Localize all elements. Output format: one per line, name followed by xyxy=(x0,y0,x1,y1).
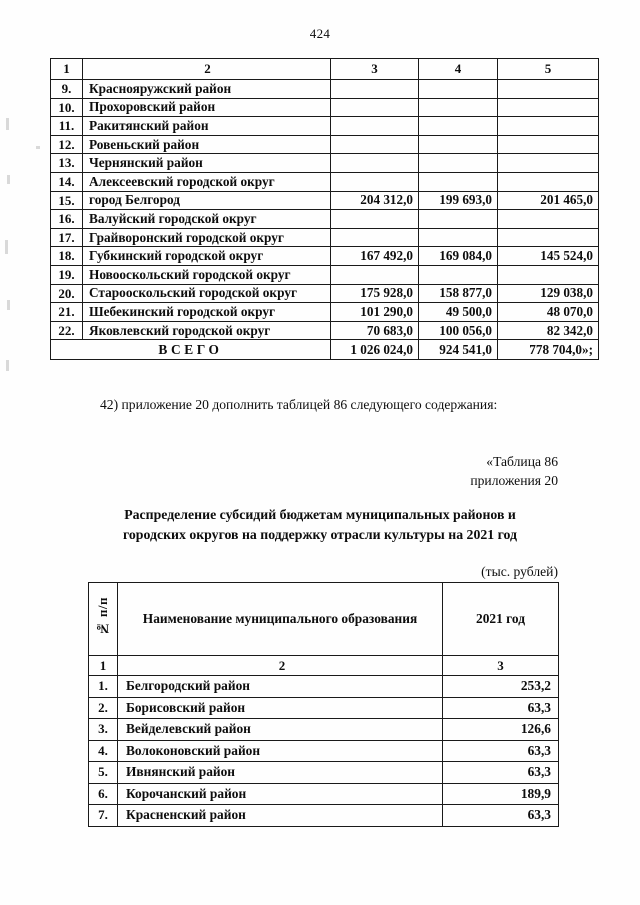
value-col3 xyxy=(331,228,419,247)
municipality-name: Красненский район xyxy=(118,805,443,827)
table-row xyxy=(51,210,599,229)
row-index: 12. xyxy=(51,135,83,154)
row-index: 17. xyxy=(51,228,83,247)
table-row xyxy=(51,172,599,191)
amount-2021: 63,3 xyxy=(443,740,559,762)
municipality-name: Яковлевский городской округ xyxy=(83,321,331,340)
column-number-2: 2 xyxy=(118,656,443,676)
value-col5 xyxy=(498,80,599,99)
table-row xyxy=(89,783,559,805)
row-index: 16. xyxy=(51,210,83,229)
value-col4: 100 056,0 xyxy=(419,321,498,340)
row-index: 13. xyxy=(51,154,83,173)
value-col3: 175 928,0 xyxy=(331,284,419,303)
table-row xyxy=(51,135,599,154)
row-index: 4. xyxy=(89,740,118,762)
total-value-col4: 924 541,0 xyxy=(419,340,498,360)
value-col5 xyxy=(498,210,599,229)
table-row xyxy=(89,740,559,762)
value-col5: 129 038,0 xyxy=(498,284,599,303)
table-reference xyxy=(300,452,558,491)
value-col4 xyxy=(419,98,498,117)
table-reference-line-1: «Таблица 86 xyxy=(486,454,558,469)
municipality-name: Ивнянский район xyxy=(118,762,443,784)
culture-subsidy-table xyxy=(88,582,559,827)
row-index: 19. xyxy=(51,265,83,284)
column-number-1: 1 xyxy=(51,59,83,80)
municipality-name: Ракитянский район xyxy=(83,117,331,136)
row-index: 1. xyxy=(89,676,118,698)
row-index: 21. xyxy=(51,303,83,322)
amount-2021: 189,9 xyxy=(443,783,559,805)
value-col3 xyxy=(331,210,419,229)
table-row xyxy=(51,228,599,247)
table-row xyxy=(51,191,599,210)
amount-2021: 63,3 xyxy=(443,805,559,827)
page-number: 424 xyxy=(309,26,331,41)
value-col3 xyxy=(331,117,419,136)
value-col5 xyxy=(498,265,599,284)
value-col5 xyxy=(498,135,599,154)
value-col3: 204 312,0 xyxy=(331,191,419,210)
table-row xyxy=(51,154,599,173)
value-col3: 167 492,0 xyxy=(331,247,419,266)
row-index: 18. xyxy=(51,247,83,266)
value-col5 xyxy=(498,98,599,117)
amount-2021: 63,3 xyxy=(443,697,559,719)
municipality-name: Старооскольский городской округ xyxy=(83,284,331,303)
value-col5 xyxy=(498,117,599,136)
units-note: (тыс. рублей) xyxy=(481,564,558,579)
table-row xyxy=(51,284,599,303)
value-col4: 169 084,0 xyxy=(419,247,498,266)
column-number-5: 5 xyxy=(498,59,599,80)
value-col4 xyxy=(419,117,498,136)
table-reference-line-2: приложения 20 xyxy=(470,473,558,489)
value-col4: 49 500,0 xyxy=(419,303,498,322)
value-col3: 70 683,0 xyxy=(331,321,419,340)
value-col3: 101 290,0 xyxy=(331,303,419,322)
table-row xyxy=(89,805,559,827)
municipality-name: Корочанский район xyxy=(118,783,443,805)
table-row xyxy=(51,321,599,340)
value-col4 xyxy=(419,172,498,191)
table-row xyxy=(89,719,559,741)
table-row xyxy=(51,265,599,284)
table-total-row xyxy=(51,340,599,360)
value-col4 xyxy=(419,135,498,154)
row-index: 5. xyxy=(89,762,118,784)
row-index: 22. xyxy=(51,321,83,340)
column-number-4: 4 xyxy=(419,59,498,80)
municipality-name: Грайворонский городской округ xyxy=(83,228,331,247)
scan-artifact xyxy=(7,300,10,310)
column-number-2: 2 xyxy=(83,59,331,80)
municipality-name: Вейделевский район xyxy=(118,719,443,741)
municipality-name: Ровеньский район xyxy=(83,135,331,154)
scan-artifact xyxy=(6,360,9,371)
scan-artifact xyxy=(36,146,40,149)
budget-distribution-table-continued xyxy=(50,58,599,360)
page-title xyxy=(70,505,570,545)
municipality-name: Белгородский район xyxy=(118,676,443,698)
table-row xyxy=(89,676,559,698)
value-col5: 82 342,0 xyxy=(498,321,599,340)
value-col5 xyxy=(498,172,599,191)
row-index: 10. xyxy=(51,98,83,117)
table-row xyxy=(51,247,599,266)
value-col3 xyxy=(331,265,419,284)
value-col5: 48 070,0 xyxy=(498,303,599,322)
municipality-name: город Белгород xyxy=(83,191,331,210)
municipality-name: Шебекинский городской округ xyxy=(83,303,331,322)
row-index: 14. xyxy=(51,172,83,191)
table-header-row xyxy=(89,583,559,656)
value-col3 xyxy=(331,154,419,173)
amount-2021: 126,6 xyxy=(443,719,559,741)
municipality-name: Борисовский район xyxy=(118,697,443,719)
header-municipality-name: Наименование муниципального образования xyxy=(118,583,443,656)
table-row xyxy=(51,98,599,117)
municipality-name: Чернянский район xyxy=(83,154,331,173)
municipality-name: Валуйский городской округ xyxy=(83,210,331,229)
value-col4: 158 877,0 xyxy=(419,284,498,303)
value-col3 xyxy=(331,80,419,99)
total-label: ВСЕГО xyxy=(51,340,331,360)
amount-2021: 63,3 xyxy=(443,762,559,784)
page-title-line-1: Распределение субсидий бюджетам муниципальных районов и xyxy=(124,507,516,522)
municipality-name: Губкинский городской округ xyxy=(83,247,331,266)
value-col5 xyxy=(498,228,599,247)
table-row xyxy=(51,59,599,80)
value-col5 xyxy=(498,154,599,173)
column-number-3: 3 xyxy=(443,656,559,676)
header-row-number xyxy=(89,583,118,656)
total-value-col3: 1 026 024,0 xyxy=(331,340,419,360)
row-index: 3. xyxy=(89,719,118,741)
scan-artifact xyxy=(7,175,10,184)
table-column-number-row xyxy=(89,656,559,676)
value-col3 xyxy=(331,172,419,191)
table-row xyxy=(51,303,599,322)
scan-artifact xyxy=(5,240,8,254)
municipality-name: Волоконовский район xyxy=(118,740,443,762)
amount-2021: 253,2 xyxy=(443,676,559,698)
total-value-col5: 778 704,0»; xyxy=(498,340,599,360)
page-title-line-2: городских округов на поддержку отрасли культуры на 2021 год xyxy=(122,527,517,543)
value-col4 xyxy=(419,154,498,173)
scan-artifact xyxy=(6,118,9,130)
value-col5: 201 465,0 xyxy=(498,191,599,210)
table-row xyxy=(51,80,599,99)
row-index: 11. xyxy=(51,117,83,136)
row-index: 15. xyxy=(51,191,83,210)
value-col3 xyxy=(331,135,419,154)
row-index: 9. xyxy=(51,80,83,99)
header-row-number-label: № п/п xyxy=(94,597,110,637)
row-index: 20. xyxy=(51,284,83,303)
municipality-name: Краснояружский район xyxy=(83,80,331,99)
value-col4: 199 693,0 xyxy=(419,191,498,210)
column-number-1: 1 xyxy=(89,656,118,676)
value-col4 xyxy=(419,228,498,247)
value-col4 xyxy=(419,80,498,99)
value-col5: 145 524,0 xyxy=(498,247,599,266)
municipality-name: Прохоровский район xyxy=(83,98,331,117)
column-number-3: 3 xyxy=(331,59,419,80)
row-index: 2. xyxy=(89,697,118,719)
row-index: 7. xyxy=(89,805,118,827)
row-index: 6. xyxy=(89,783,118,805)
municipality-name: Новооскольский городской округ xyxy=(83,265,331,284)
table-row xyxy=(89,697,559,719)
amendment-paragraph: 42) приложение 20 дополнить таблицей 86 следующего содержания: xyxy=(100,397,498,412)
value-col3 xyxy=(331,98,419,117)
table-row xyxy=(51,117,599,136)
value-col4 xyxy=(419,210,498,229)
value-col4 xyxy=(419,265,498,284)
municipality-name: Алексеевский городской округ xyxy=(83,172,331,191)
table-row xyxy=(89,762,559,784)
header-year-2021: 2021 год xyxy=(443,583,559,656)
